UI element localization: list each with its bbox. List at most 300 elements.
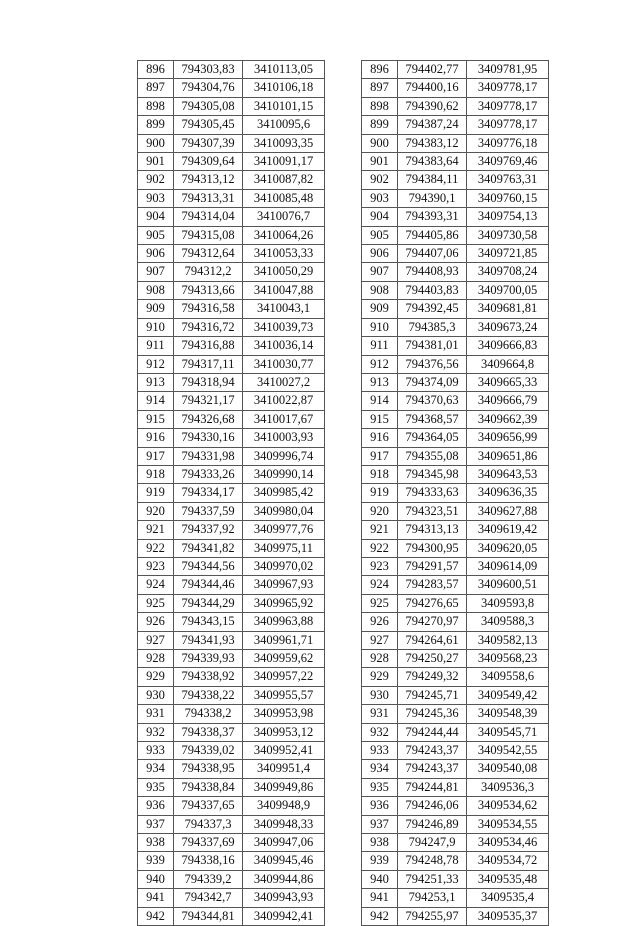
y-coordinate-cell: 3409549,42 <box>467 686 549 704</box>
x-coordinate-cell: 794337,69 <box>174 834 243 852</box>
y-coordinate-cell: 3409975,11 <box>243 539 325 557</box>
point-number-cell: 903 <box>138 189 174 207</box>
point-number-cell: 908 <box>362 281 398 299</box>
y-coordinate-cell: 3410085,48 <box>243 189 325 207</box>
table-row <box>362 245 549 263</box>
point-number-cell: 927 <box>362 631 398 649</box>
point-number-cell: 906 <box>138 245 174 263</box>
y-coordinate-cell: 3409961,71 <box>243 631 325 649</box>
y-coordinate-cell: 3409542,55 <box>467 742 549 760</box>
y-coordinate-cell: 3409778,17 <box>467 79 549 97</box>
table-row <box>362 705 549 723</box>
y-coordinate-cell: 3409593,8 <box>467 594 549 612</box>
table-row <box>362 263 549 281</box>
point-number-cell: 924 <box>138 576 174 594</box>
table-row <box>138 318 325 336</box>
x-coordinate-cell: 794303,83 <box>174 61 243 79</box>
table-row <box>362 815 549 833</box>
x-coordinate-cell: 794276,65 <box>398 594 467 612</box>
y-coordinate-cell: 3410003,93 <box>243 429 325 447</box>
table-row <box>362 392 549 410</box>
point-number-cell: 898 <box>362 97 398 115</box>
x-coordinate-cell: 794333,63 <box>398 484 467 502</box>
point-number-cell: 902 <box>362 171 398 189</box>
x-coordinate-cell: 794355,08 <box>398 447 467 465</box>
x-coordinate-cell: 794338,22 <box>174 686 243 704</box>
y-coordinate-cell: 3410039,73 <box>243 318 325 336</box>
table-row <box>362 61 549 79</box>
x-coordinate-cell: 794374,09 <box>398 373 467 391</box>
x-coordinate-cell: 794402,77 <box>398 61 467 79</box>
point-number-cell: 912 <box>138 355 174 373</box>
table-row <box>138 778 325 796</box>
point-number-cell: 907 <box>362 263 398 281</box>
x-coordinate-cell: 794387,24 <box>398 116 467 134</box>
point-number-cell: 909 <box>138 300 174 318</box>
x-coordinate-cell: 794244,81 <box>398 778 467 796</box>
y-coordinate-cell: 3409664,8 <box>467 355 549 373</box>
y-coordinate-cell: 3409600,51 <box>467 576 549 594</box>
table-row <box>138 134 325 152</box>
point-number-cell: 913 <box>362 373 398 391</box>
x-coordinate-cell: 794344,81 <box>174 907 243 925</box>
point-number-cell: 928 <box>138 650 174 668</box>
table-row <box>138 705 325 723</box>
table-row <box>138 502 325 520</box>
y-coordinate-cell: 3409548,39 <box>467 705 549 723</box>
table-row <box>138 392 325 410</box>
y-coordinate-cell: 3410113,05 <box>243 61 325 79</box>
point-number-cell: 908 <box>138 281 174 299</box>
table-row <box>138 263 325 281</box>
x-coordinate-cell: 794312,2 <box>174 263 243 281</box>
x-coordinate-cell: 794338,2 <box>174 705 243 723</box>
y-coordinate-cell: 3410106,18 <box>243 79 325 97</box>
point-number-cell: 914 <box>138 392 174 410</box>
table-row <box>362 778 549 796</box>
x-coordinate-cell: 794270,97 <box>398 613 467 631</box>
point-number-cell: 940 <box>362 870 398 888</box>
point-number-cell: 918 <box>138 465 174 483</box>
table-row <box>362 281 549 299</box>
table-row <box>362 116 549 134</box>
table-row <box>362 907 549 925</box>
table-row <box>362 723 549 741</box>
point-number-cell: 912 <box>362 355 398 373</box>
x-coordinate-cell: 794339,93 <box>174 650 243 668</box>
point-number-cell: 911 <box>138 337 174 355</box>
point-number-cell: 904 <box>138 208 174 226</box>
x-coordinate-cell: 794338,16 <box>174 852 243 870</box>
y-coordinate-cell: 3409970,02 <box>243 557 325 575</box>
x-coordinate-cell: 794314,04 <box>174 208 243 226</box>
x-coordinate-cell: 794245,36 <box>398 705 467 723</box>
y-coordinate-cell: 3410053,33 <box>243 245 325 263</box>
point-number-cell: 939 <box>138 852 174 870</box>
y-coordinate-cell: 3410101,15 <box>243 97 325 115</box>
x-coordinate-cell: 794333,26 <box>174 465 243 483</box>
point-number-cell: 926 <box>362 613 398 631</box>
point-number-cell: 942 <box>138 907 174 925</box>
x-coordinate-cell: 794307,39 <box>174 134 243 152</box>
table-row <box>362 226 549 244</box>
point-number-cell: 900 <box>138 134 174 152</box>
point-number-cell: 924 <box>362 576 398 594</box>
y-coordinate-cell: 3409776,18 <box>467 134 549 152</box>
point-number-cell: 929 <box>362 668 398 686</box>
y-coordinate-cell: 3409700,05 <box>467 281 549 299</box>
point-number-cell: 923 <box>138 557 174 575</box>
y-coordinate-cell: 3409536,3 <box>467 778 549 796</box>
table-row <box>138 465 325 483</box>
x-coordinate-cell: 794326,68 <box>174 410 243 428</box>
y-coordinate-cell: 3409681,81 <box>467 300 549 318</box>
table-row <box>362 594 549 612</box>
y-coordinate-cell: 3410047,88 <box>243 281 325 299</box>
y-coordinate-cell: 3409666,83 <box>467 337 549 355</box>
point-number-cell: 932 <box>362 723 398 741</box>
x-coordinate-cell: 794304,76 <box>174 79 243 97</box>
x-coordinate-cell: 794250,27 <box>398 650 467 668</box>
table-row <box>138 153 325 171</box>
y-coordinate-cell: 3409996,74 <box>243 447 325 465</box>
point-number-cell: 919 <box>138 484 174 502</box>
x-coordinate-cell: 794370,63 <box>398 392 467 410</box>
table-row <box>138 631 325 649</box>
y-coordinate-cell: 3409721,85 <box>467 245 549 263</box>
x-coordinate-cell: 794253,1 <box>398 889 467 907</box>
table-row <box>138 613 325 631</box>
table-row <box>362 576 549 594</box>
x-coordinate-cell: 794338,37 <box>174 723 243 741</box>
point-number-cell: 930 <box>138 686 174 704</box>
point-number-cell: 905 <box>362 226 398 244</box>
table-row <box>138 189 325 207</box>
x-coordinate-cell: 794337,92 <box>174 521 243 539</box>
y-coordinate-cell: 3409760,15 <box>467 189 549 207</box>
x-coordinate-cell: 794381,01 <box>398 337 467 355</box>
y-coordinate-cell: 3409558,6 <box>467 668 549 686</box>
x-coordinate-cell: 794339,02 <box>174 742 243 760</box>
x-coordinate-cell: 794316,58 <box>174 300 243 318</box>
point-number-cell: 938 <box>138 834 174 852</box>
table-row <box>138 907 325 925</box>
point-number-cell: 904 <box>362 208 398 226</box>
y-coordinate-cell: 3410043,1 <box>243 300 325 318</box>
point-number-cell: 909 <box>362 300 398 318</box>
y-coordinate-cell: 3410095,6 <box>243 116 325 134</box>
table-row <box>362 760 549 778</box>
table-row <box>138 226 325 244</box>
y-coordinate-cell: 3410030,77 <box>243 355 325 373</box>
point-number-cell: 937 <box>362 815 398 833</box>
table-row <box>362 337 549 355</box>
y-coordinate-cell: 3409953,12 <box>243 723 325 741</box>
point-number-cell: 922 <box>138 539 174 557</box>
x-coordinate-cell: 794400,16 <box>398 79 467 97</box>
x-coordinate-cell: 794338,92 <box>174 668 243 686</box>
point-number-cell: 931 <box>362 705 398 723</box>
y-coordinate-cell: 3409985,42 <box>243 484 325 502</box>
table-row <box>362 208 549 226</box>
point-number-cell: 927 <box>138 631 174 649</box>
x-coordinate-cell: 794342,7 <box>174 889 243 907</box>
table-row <box>362 852 549 870</box>
y-coordinate-cell: 3409948,9 <box>243 797 325 815</box>
point-number-cell: 934 <box>362 760 398 778</box>
table-row <box>362 668 549 686</box>
x-coordinate-cell: 794334,17 <box>174 484 243 502</box>
x-coordinate-cell: 794344,56 <box>174 557 243 575</box>
y-coordinate-cell: 3409656,99 <box>467 429 549 447</box>
x-coordinate-cell: 794384,11 <box>398 171 467 189</box>
x-coordinate-cell: 794344,29 <box>174 594 243 612</box>
y-coordinate-cell: 3409951,4 <box>243 760 325 778</box>
table-row <box>362 502 549 520</box>
x-coordinate-cell: 794251,33 <box>398 870 467 888</box>
y-coordinate-cell: 3409619,42 <box>467 521 549 539</box>
point-number-cell: 938 <box>362 834 398 852</box>
y-coordinate-cell: 3409636,35 <box>467 484 549 502</box>
table-row <box>138 742 325 760</box>
x-coordinate-cell: 794291,57 <box>398 557 467 575</box>
table-row <box>362 539 549 557</box>
x-coordinate-cell: 794338,95 <box>174 760 243 778</box>
table-row <box>362 300 549 318</box>
x-coordinate-cell: 794283,57 <box>398 576 467 594</box>
table-row <box>138 834 325 852</box>
x-coordinate-cell: 794246,06 <box>398 797 467 815</box>
point-number-cell: 919 <box>362 484 398 502</box>
y-coordinate-cell: 3410087,82 <box>243 171 325 189</box>
table-row <box>138 300 325 318</box>
table-row <box>362 189 549 207</box>
table-row <box>138 208 325 226</box>
point-number-cell: 937 <box>138 815 174 833</box>
y-coordinate-cell: 3410022,87 <box>243 392 325 410</box>
point-number-cell: 910 <box>138 318 174 336</box>
table-row <box>138 281 325 299</box>
point-number-cell: 941 <box>362 889 398 907</box>
x-coordinate-cell: 794318,94 <box>174 373 243 391</box>
point-number-cell: 905 <box>138 226 174 244</box>
coordinates-table-body <box>362 61 549 926</box>
table-row <box>362 870 549 888</box>
x-coordinate-cell: 794331,98 <box>174 447 243 465</box>
y-coordinate-cell: 3409944,86 <box>243 870 325 888</box>
y-coordinate-cell: 3409673,24 <box>467 318 549 336</box>
y-coordinate-cell: 3409535,4 <box>467 889 549 907</box>
table-row <box>362 447 549 465</box>
point-number-cell: 930 <box>362 686 398 704</box>
table-row <box>138 594 325 612</box>
table-row <box>362 484 549 502</box>
table-row <box>362 834 549 852</box>
y-coordinate-cell: 3409949,86 <box>243 778 325 796</box>
y-coordinate-cell: 3409977,76 <box>243 521 325 539</box>
x-coordinate-cell: 794243,37 <box>398 760 467 778</box>
coordinates-table-body <box>138 61 325 926</box>
table-row <box>138 429 325 447</box>
coordinates-table-left <box>137 60 325 926</box>
table-row <box>138 373 325 391</box>
y-coordinate-cell: 3410091,17 <box>243 153 325 171</box>
x-coordinate-cell: 794312,64 <box>174 245 243 263</box>
y-coordinate-cell: 3409942,41 <box>243 907 325 925</box>
y-coordinate-cell: 3409945,46 <box>243 852 325 870</box>
x-coordinate-cell: 794383,12 <box>398 134 467 152</box>
y-coordinate-cell: 3409568,23 <box>467 650 549 668</box>
x-coordinate-cell: 794300,95 <box>398 539 467 557</box>
table-row <box>362 410 549 428</box>
table-row <box>362 742 549 760</box>
y-coordinate-cell: 3409947,06 <box>243 834 325 852</box>
x-coordinate-cell: 794255,97 <box>398 907 467 925</box>
table-row <box>362 465 549 483</box>
x-coordinate-cell: 794408,93 <box>398 263 467 281</box>
point-number-cell: 901 <box>138 153 174 171</box>
table-row <box>362 521 549 539</box>
x-coordinate-cell: 794247,9 <box>398 834 467 852</box>
y-coordinate-cell: 3409769,46 <box>467 153 549 171</box>
point-number-cell: 899 <box>362 116 398 134</box>
x-coordinate-cell: 794313,13 <box>398 521 467 539</box>
point-number-cell: 933 <box>362 742 398 760</box>
table-row <box>138 576 325 594</box>
table-row <box>138 815 325 833</box>
x-coordinate-cell: 794245,71 <box>398 686 467 704</box>
x-coordinate-cell: 794330,16 <box>174 429 243 447</box>
y-coordinate-cell: 3409955,57 <box>243 686 325 704</box>
point-number-cell: 900 <box>362 134 398 152</box>
table-row <box>362 373 549 391</box>
y-coordinate-cell: 3409665,33 <box>467 373 549 391</box>
table-row <box>362 631 549 649</box>
y-coordinate-cell: 3409778,17 <box>467 97 549 115</box>
point-number-cell: 921 <box>362 521 398 539</box>
y-coordinate-cell: 3410036,14 <box>243 337 325 355</box>
x-coordinate-cell: 794338,84 <box>174 778 243 796</box>
x-coordinate-cell: 794368,57 <box>398 410 467 428</box>
y-coordinate-cell: 3409535,37 <box>467 907 549 925</box>
point-number-cell: 916 <box>138 429 174 447</box>
table-row <box>362 613 549 631</box>
point-number-cell: 896 <box>362 61 398 79</box>
x-coordinate-cell: 794243,37 <box>398 742 467 760</box>
x-coordinate-cell: 794313,12 <box>174 171 243 189</box>
table-row <box>138 171 325 189</box>
table-row <box>362 889 549 907</box>
y-coordinate-cell: 3409980,04 <box>243 502 325 520</box>
x-coordinate-cell: 794393,31 <box>398 208 467 226</box>
x-coordinate-cell: 794390,1 <box>398 189 467 207</box>
x-coordinate-cell: 794403,83 <box>398 281 467 299</box>
table-row <box>138 539 325 557</box>
point-number-cell: 934 <box>138 760 174 778</box>
point-number-cell: 942 <box>362 907 398 925</box>
x-coordinate-cell: 794309,64 <box>174 153 243 171</box>
table-row <box>138 521 325 539</box>
table-row <box>138 723 325 741</box>
point-number-cell: 917 <box>138 447 174 465</box>
point-number-cell: 911 <box>362 337 398 355</box>
table-row <box>138 97 325 115</box>
x-coordinate-cell: 794392,45 <box>398 300 467 318</box>
y-coordinate-cell: 3409534,55 <box>467 815 549 833</box>
point-number-cell: 917 <box>362 447 398 465</box>
y-coordinate-cell: 3410064,26 <box>243 226 325 244</box>
point-number-cell: 939 <box>362 852 398 870</box>
y-coordinate-cell: 3409588,3 <box>467 613 549 631</box>
x-coordinate-cell: 794337,59 <box>174 502 243 520</box>
y-coordinate-cell: 3409651,86 <box>467 447 549 465</box>
x-coordinate-cell: 794316,72 <box>174 318 243 336</box>
table-row <box>138 116 325 134</box>
y-coordinate-cell: 3409620,05 <box>467 539 549 557</box>
y-coordinate-cell: 3409582,13 <box>467 631 549 649</box>
point-number-cell: 896 <box>138 61 174 79</box>
table-row <box>362 429 549 447</box>
point-number-cell: 928 <box>362 650 398 668</box>
y-coordinate-cell: 3409730,58 <box>467 226 549 244</box>
x-coordinate-cell: 794315,08 <box>174 226 243 244</box>
table-row <box>138 852 325 870</box>
x-coordinate-cell: 794313,31 <box>174 189 243 207</box>
y-coordinate-cell: 3409627,88 <box>467 502 549 520</box>
table-row <box>362 79 549 97</box>
x-coordinate-cell: 794405,86 <box>398 226 467 244</box>
point-number-cell: 935 <box>362 778 398 796</box>
point-number-cell: 897 <box>138 79 174 97</box>
table-row <box>362 318 549 336</box>
table-row <box>138 355 325 373</box>
x-coordinate-cell: 794249,32 <box>398 668 467 686</box>
y-coordinate-cell: 3409948,33 <box>243 815 325 833</box>
point-number-cell: 936 <box>138 797 174 815</box>
table-row <box>138 760 325 778</box>
y-coordinate-cell: 3409643,53 <box>467 465 549 483</box>
point-number-cell: 921 <box>138 521 174 539</box>
y-coordinate-cell: 3409959,62 <box>243 650 325 668</box>
y-coordinate-cell: 3409778,17 <box>467 116 549 134</box>
y-coordinate-cell: 3409953,98 <box>243 705 325 723</box>
point-number-cell: 898 <box>138 97 174 115</box>
x-coordinate-cell: 794344,46 <box>174 576 243 594</box>
y-coordinate-cell: 3409965,92 <box>243 594 325 612</box>
y-coordinate-cell: 3409781,95 <box>467 61 549 79</box>
point-number-cell: 915 <box>138 410 174 428</box>
point-number-cell: 910 <box>362 318 398 336</box>
point-number-cell: 913 <box>138 373 174 391</box>
y-coordinate-cell: 3409754,13 <box>467 208 549 226</box>
y-coordinate-cell: 3409963,88 <box>243 613 325 631</box>
point-number-cell: 935 <box>138 778 174 796</box>
point-number-cell: 907 <box>138 263 174 281</box>
point-number-cell: 932 <box>138 723 174 741</box>
y-coordinate-cell: 3409535,48 <box>467 870 549 888</box>
table-row <box>362 686 549 704</box>
table-row <box>138 650 325 668</box>
table-row <box>138 686 325 704</box>
table-row <box>138 245 325 263</box>
table-row <box>138 557 325 575</box>
point-number-cell: 941 <box>138 889 174 907</box>
point-number-cell: 906 <box>362 245 398 263</box>
x-coordinate-cell: 794246,89 <box>398 815 467 833</box>
y-coordinate-cell: 3410027,2 <box>243 373 325 391</box>
table-row <box>138 668 325 686</box>
table-row <box>138 79 325 97</box>
